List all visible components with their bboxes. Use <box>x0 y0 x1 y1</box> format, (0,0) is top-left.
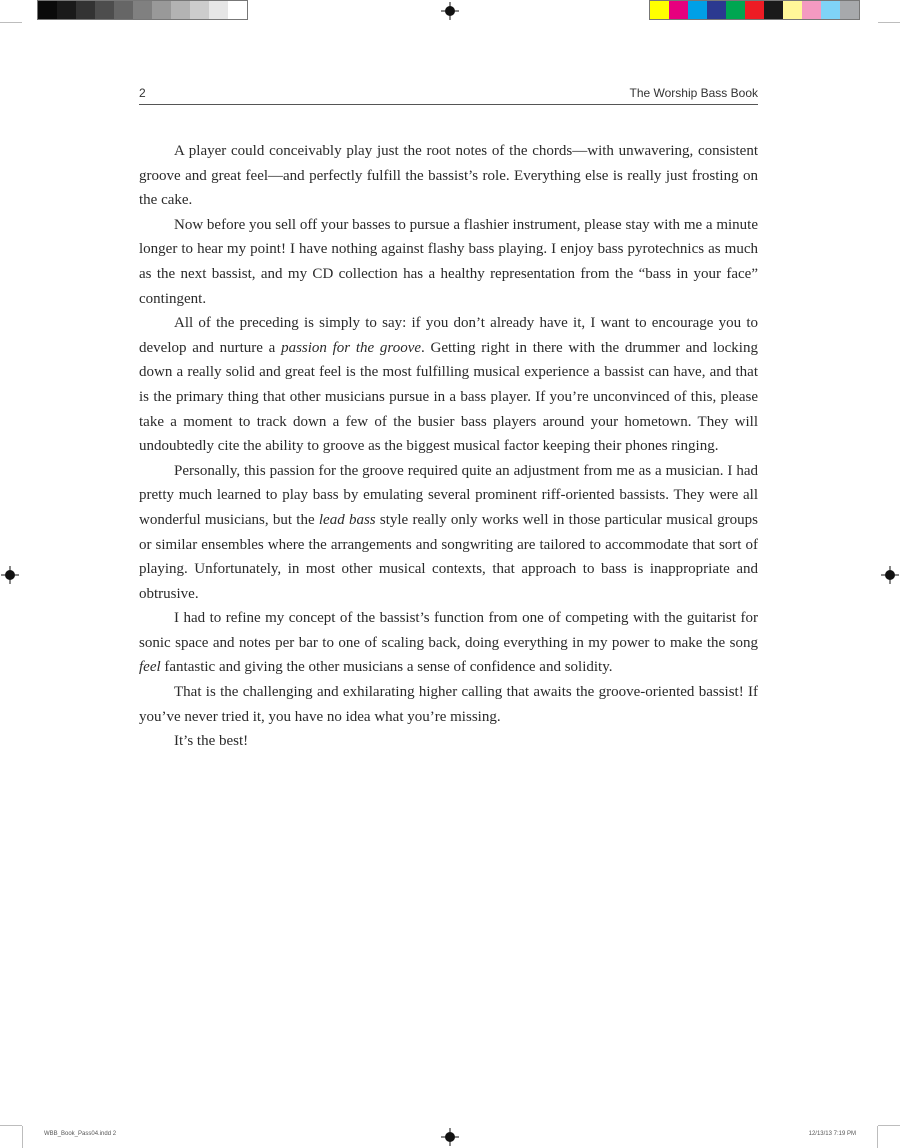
grayscale-calibration-bar <box>37 0 248 20</box>
text-run: That is the challenging and exhilarating higher calling that awaits the groove-oriented bassist! If you’ve never tried it, you have no idea what you’re missing. <box>139 684 758 725</box>
slug-timestamp: 12/13/13 7:19 PM <box>808 1131 856 1137</box>
text-run: I had to refine my concept of the bassist’s function from one of competing with the guitarist for sonic space and notes per bar to one of scaling back, doing everything in my power to make the song <box>139 610 758 651</box>
paragraph <box>139 311 758 459</box>
gray-swatch <box>152 1 171 19</box>
color-swatch <box>802 1 821 19</box>
crop-mark <box>877 1126 878 1148</box>
color-calibration-bar <box>649 0 860 20</box>
text-run: All of the preceding is simply to say: if you don’t already have it, I want to encourage you to develop and nurture a <box>139 315 758 356</box>
registration-mark-right-icon <box>881 566 899 584</box>
text-run: A player could conceivably play just the root notes of the chords—with unwavering, consistent groove and great feel—and perfectly fulfill the bassist’s role. Everything else is really just frosting on the cake. <box>139 143 758 209</box>
color-swatch <box>688 1 707 19</box>
gray-swatch <box>133 1 152 19</box>
gray-swatch <box>114 1 133 19</box>
gray-swatch <box>57 1 76 19</box>
running-head <box>139 84 758 104</box>
crop-mark <box>22 1126 23 1148</box>
text-run: fantastic and giving the other musicians a sense of confidence and solidity. <box>160 659 613 676</box>
gray-swatch <box>171 1 190 19</box>
registration-mark-left-icon <box>1 566 19 584</box>
paragraph <box>139 729 758 754</box>
crop-mark <box>0 22 22 23</box>
color-swatch <box>726 1 745 19</box>
color-swatch <box>821 1 840 19</box>
book-title: The Worship Bass Book <box>629 86 758 100</box>
paragraph <box>139 139 758 213</box>
text-run: Now before you sell off your basses to pursue a flashier instrument, please stay with me a minute longer to hear my point! I have nothing against flashy bass playing. I enjoy bass pyrotechnics as much as the next bassist, and my CD collection has a healthy representation from the “bass in your face” contingent. <box>139 216 758 307</box>
paragraph <box>139 213 758 311</box>
text-run: style really only works well in those particular musical groups or similar ensembles where the arrangements and songwriting are tailored to accommodate that sort of playing. Unfortunately, in most other musical contexts, that approach to bass is inappropriate and obtrusive. <box>139 511 759 602</box>
crop-mark <box>0 1125 22 1126</box>
color-swatch <box>669 1 688 19</box>
italic-text: feel <box>139 659 161 676</box>
color-swatch <box>650 1 669 19</box>
page-number: 2 <box>139 86 146 100</box>
slug-file-name: WBB_Book_Pass04.indd 2 <box>44 1131 117 1137</box>
color-swatch <box>840 1 859 19</box>
gray-swatch <box>95 1 114 19</box>
gray-swatch <box>228 1 247 19</box>
paragraph <box>139 459 758 607</box>
italic-text: lead bass <box>318 511 376 528</box>
body-text <box>139 139 758 754</box>
gray-swatch <box>38 1 57 19</box>
italic-text: passion for the groove <box>281 339 422 356</box>
registration-mark-top-icon <box>441 2 459 20</box>
text-run: It’s the best! <box>174 733 249 750</box>
paragraph <box>139 680 758 729</box>
gray-swatch <box>190 1 209 19</box>
color-swatch <box>745 1 764 19</box>
crop-mark <box>878 22 900 23</box>
color-swatch <box>783 1 802 19</box>
header-rule <box>139 104 758 105</box>
color-swatch <box>707 1 726 19</box>
gray-swatch <box>76 1 95 19</box>
text-run: Personally, this passion for the groove required quite an adjustment from me as a musician. I had pretty much learned to play bass by emulating several prominent riff-oriented bassists. They were all wonderful musicians, but the <box>139 462 758 528</box>
text-run: . Getting right in there with the drummer and locking down a really solid and great feel is the most fulfilling musical experience a bassist can have, and that is the primary thing that other musicians pursue in a bass player. If you’re unconvinced of this, please take a moment to track down a few of the busier bass players around your hometown. They will undoubtedly cite the ability to groove as the biggest musical factor keeping their phones ringing. <box>139 339 758 455</box>
gray-swatch <box>209 1 228 19</box>
color-swatch <box>764 1 783 19</box>
registration-mark-bottom-icon <box>441 1128 459 1146</box>
paragraph <box>139 606 758 680</box>
crop-mark <box>878 1125 900 1126</box>
